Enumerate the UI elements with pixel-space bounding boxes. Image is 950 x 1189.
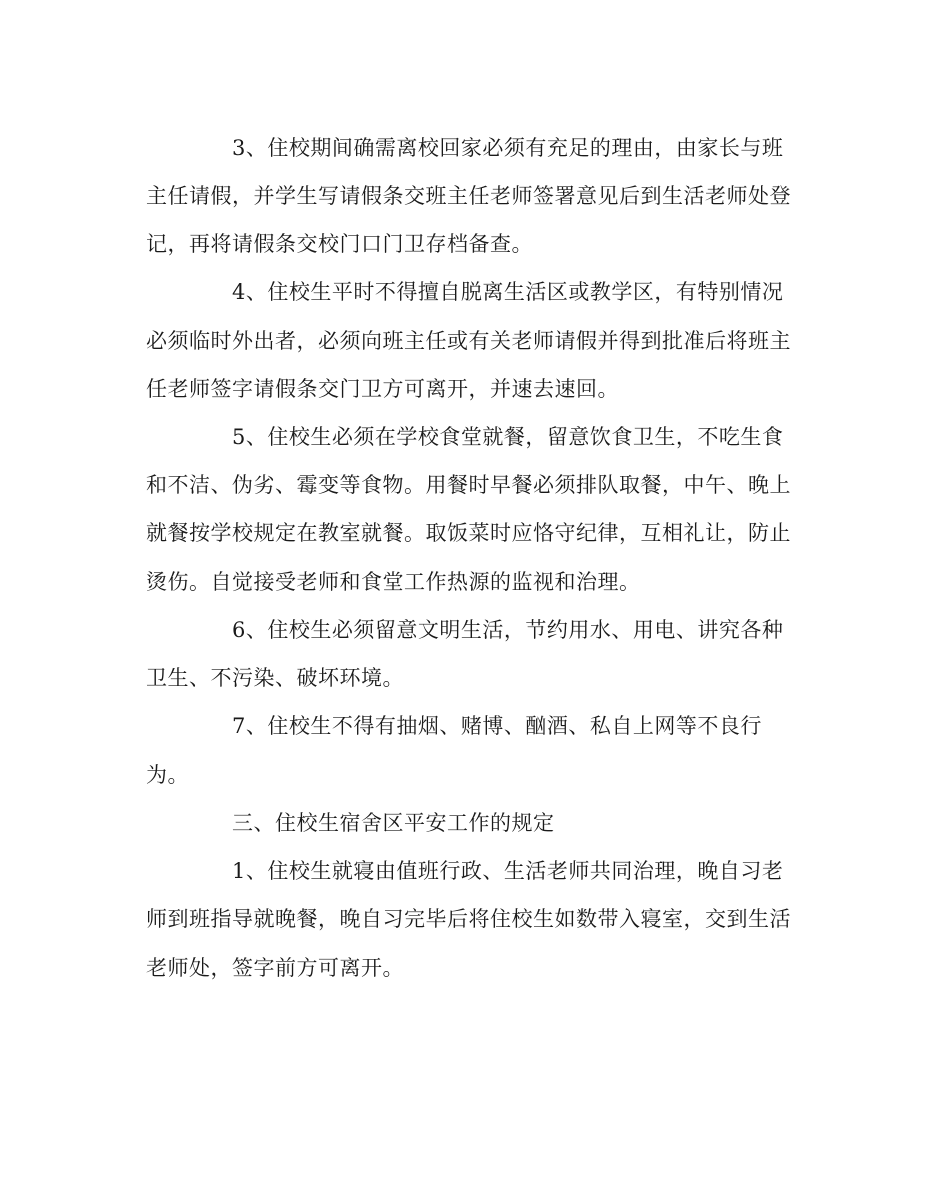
- text-line: 师到班指导就晚餐，晚自习完毕后将住校生如数带入寝室，交到生活: [146, 907, 791, 931]
- text-line: 4、住校生平时不得擅自脱离生活区或教学区，有特别情况: [232, 280, 784, 304]
- text-line: 任老师签字请假条交门卫方可离开，并速去速回。: [146, 377, 619, 401]
- text-line: 为。: [146, 763, 189, 787]
- text-line: 就餐按学校规定在教室就餐。取饭菜时应恪守纪律，互相礼让，防止: [146, 521, 791, 545]
- text-line: 记，再将请假条交校门口门卫存档备查。: [146, 232, 533, 256]
- text-line: 3、住校期间确需离校回家必须有充足的理由，由家长与班: [232, 136, 784, 160]
- text-line: 主任请假，并学生写请假条交班主任老师签署意见后到生活老师处登: [146, 184, 791, 208]
- text-line: 和不洁、伪劣、霉变等食物。用餐时早餐必须排队取餐，中午、晚上: [146, 473, 791, 497]
- text-line: 卫生、不污染、破坏环境。: [146, 666, 404, 690]
- text-line: 1、住校生就寝由值班行政、生活老师共同治理，晚自习老: [232, 859, 784, 883]
- text-line: 7、住校生不得有抽烟、赌博、酗酒、私自上网等不良行: [232, 714, 762, 738]
- text-line: 5、住校生必须在学校食堂就餐，留意饮食卫生，不吃生食: [232, 425, 784, 449]
- text-line: 烫伤。自觉接受老师和食堂工作热源的监视和治理。: [146, 570, 641, 594]
- text-line: 6、住校生必须留意文明生活，节约用水、用电、讲究各种: [232, 618, 784, 642]
- text-line: 必须临时外出者，必须向班主任或有关老师请假并得到批准后将班主: [146, 329, 791, 353]
- section-heading: 三、住校生宿舍区平安工作的规定: [232, 811, 555, 835]
- text-line: 老师处，签字前方可离开。: [146, 956, 404, 980]
